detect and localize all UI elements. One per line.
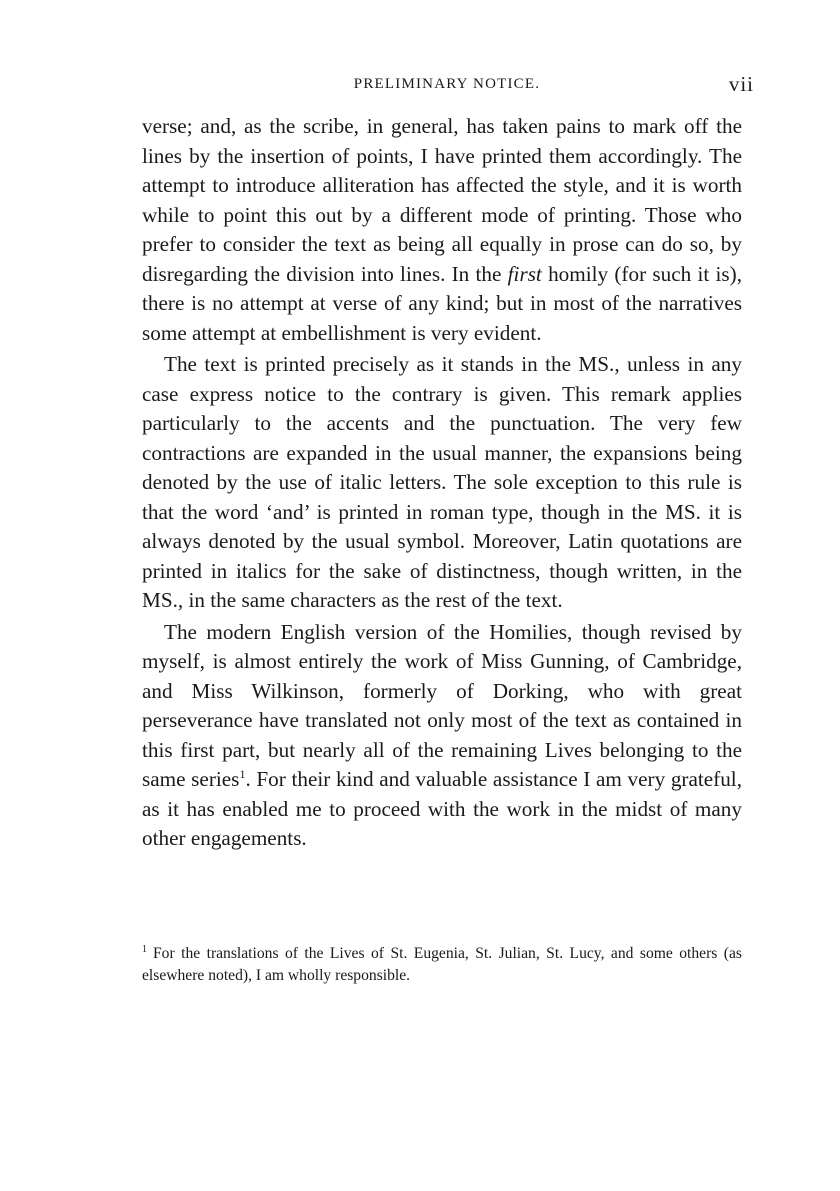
paragraph-1-text-a: verse; and, as the scribe, in general, has taken pains to mark off the lines by the insertion of points, I have printed them accordingly. The attempt to introduce alliteration has affected the style, and it is worth while to point this out by a different mode of printing. Those who prefer to consider the text as being all equally in prose can do so, by disregarding the division into lines. In the [142, 114, 742, 286]
paragraph-1-italic-first: first [507, 261, 542, 286]
paragraph-3-text-b: . For their kind and valuable assistance I am very grateful, as it has enabled me to proceed with the work in the midst of many other engagements. [142, 767, 742, 850]
running-title: PRELIMINARY NOTICE. [353, 76, 541, 92]
paragraph-3 [142, 618, 742, 854]
page-number: vii [728, 72, 754, 96]
footnote-marker: 1 [142, 943, 147, 955]
paragraph-1-text-b: homily (for such it is), there is no attempt at verse of any kind; but in most of the narratives some attempt at embellishment is very evident. [142, 261, 742, 345]
paragraph-2-text: The text is printed precisely as it stands in the MS., unless in any case express notice to the contrary is given. This remark applies particularly to the accents and the punctuation. The very few contractions are expanded in the usual manner, the expansions being denoted by the use of italic letters. The sole exception to this rule is that the word ‘and’ is printed in roman type, though in the MS. it is always denoted by the usual symbol. Moreover, Latin quotations are printed in italics for the sake of distinctness, though written, in the MS., in the same characters as the rest of the text. [142, 352, 742, 612]
paragraph-2 [142, 350, 742, 616]
paragraph-3-text-a: The modern English version of the Homilies, though revised by myself, is almost entirely the work of Miss Gunning, of Cambridge, and Miss Wilkinson, formerly of Dorking, who with great perseverance have translated not only most of the text as contained in this first part, but nearly all of the remaining Lives belonging to the same series [142, 619, 742, 791]
body-text [142, 112, 742, 854]
footnote-text: For the translations of the Lives of St. Eugenia, St. Julian, St. Lucy, and some others (as elsewhere noted), I am wholly responsible. [142, 945, 742, 984]
paragraph-1 [142, 112, 742, 348]
footnote [142, 943, 742, 987]
running-head [140, 72, 754, 102]
footnote-reference: 1 [239, 766, 246, 781]
